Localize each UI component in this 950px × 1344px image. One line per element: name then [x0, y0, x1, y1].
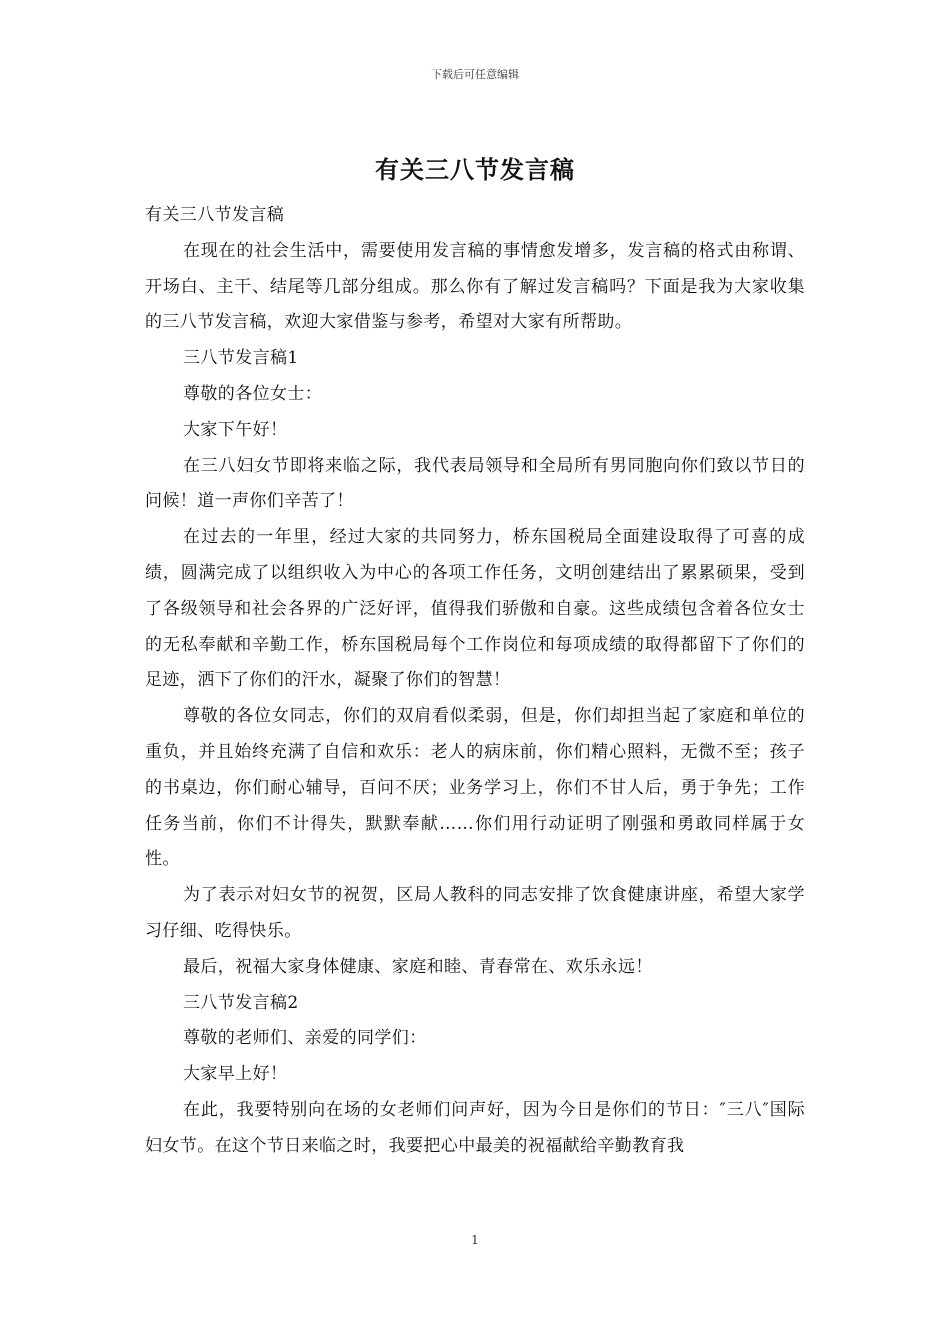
paragraph: 尊敬的各位女同志，你们的双肩看似柔弱，但是，你们却担当起了家庭和单位的重负，并且始终充满了自信和欢乐：老人的病床前，你们精心照料，无微不至；孩子的书桌边，你们耐心辅导，百问不厌；业务学习上，你们不甘人后，勇于争先；工作任务当前，你们不计得失，默默奉献……你们用行动证明了刚强和勇敢同样属于女性。: [145, 706, 805, 870]
paragraph: 在三八妇女节即将来临之际，我代表局领导和全局所有男同胞向你们致以节日的问候！道一声你们辛苦了！: [145, 455, 805, 512]
page-header: 下载后可任意编辑: [431, 68, 519, 81]
paragraph: 有关三八节发言稿: [145, 205, 285, 225]
document-title: 有关三八节发言稿: [375, 155, 575, 184]
greeting: 大家早上好！: [183, 1064, 288, 1085]
document-body: [145, 198, 805, 1165]
salutation: 尊敬的各位女士：: [183, 383, 323, 404]
paragraph: 在现在的社会生活中，需要使用发言稿的事情愈发增多，发言稿的格式由称谓、开场白、主干、结尾等几部分组成。那么你有了解过发言稿吗？下面是我为大家收集的三八节发言稿，欢迎大家借鉴与参考，希望对大家有所帮助。: [145, 240, 805, 333]
paragraph: 为了表示对妇女节的祝贺，区局人教科的同志安排了饮食健康讲座，希望大家学习仔细、吃得快乐。: [145, 885, 805, 941]
paragraph: 在此，我要特别向在场的女老师们问声好，因为今日是你们的节日：″三八″国际妇女节。在这个节日来临之时，我要把心中最美的祝福献给辛勤教育我: [145, 1099, 805, 1156]
section-heading: 三八节发言稿1: [183, 348, 299, 369]
page-number: 1: [471, 1233, 479, 1247]
paragraph: 在过去的一年里，经过大家的共同努力，桥东国税局全面建设取得了可喜的成绩，圆满完成了以组织收入为中心的各项工作任务，文明创建结出了累累硕果，受到了各级领导和社会各界的广泛好评，值得我们骄傲和自豪。这些成绩包含着各位女士的无私奉献和辛勤工作，桥东国税局每个工作岗位和每项成绩的取得都留下了你们的足迹，洒下了你们的汗水，凝聚了你们的智慧！: [145, 527, 805, 691]
paragraph: 最后，祝福大家身体健康、家庭和睦、青春常在、欢乐永远！: [183, 956, 653, 977]
section-heading: 三八节发言稿2: [183, 992, 299, 1013]
salutation: 尊敬的老师们、亲爱的同学们：: [183, 1028, 427, 1049]
greeting: 大家下午好！: [183, 419, 288, 440]
